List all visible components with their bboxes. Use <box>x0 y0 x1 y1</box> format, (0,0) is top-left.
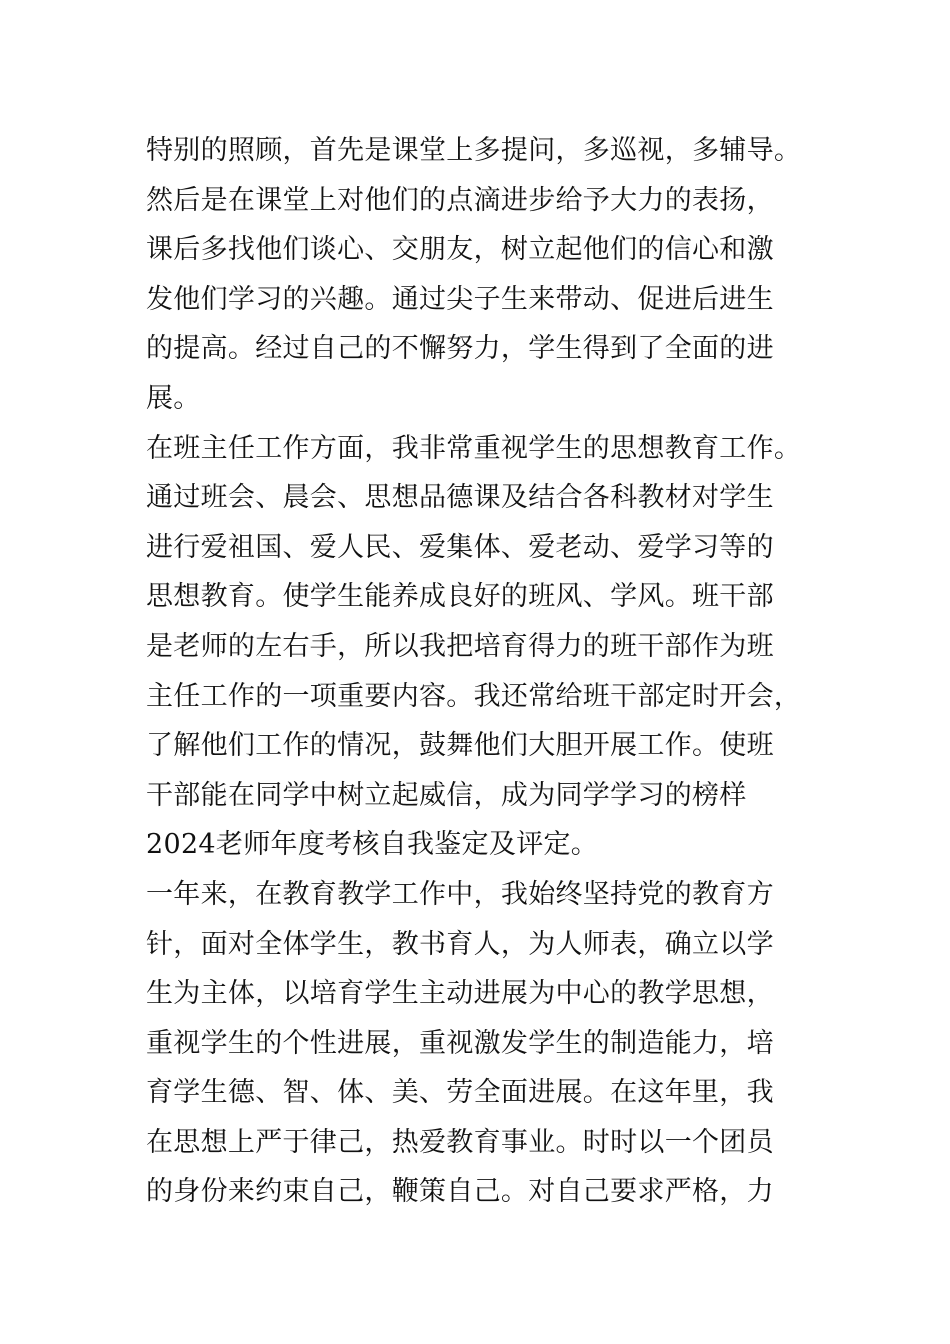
text-line: 的提高。经过自己的不懈努力，学生得到了全面的进 <box>146 333 774 365</box>
text-line: 重视学生的个性进展，重视激发学生的制造能力，培 <box>146 1027 774 1059</box>
body-text <box>146 126 846 1217</box>
text-line: 然后是在课堂上对他们的点滴进步给予大力的表扬， <box>146 184 774 216</box>
text-line: 了解他们工作的情况，鼓舞他们大胆开展工作。使班 <box>146 730 774 762</box>
text-line: 在班主任工作方面，我非常重视学生的思想教育工作。 <box>146 432 802 464</box>
text-line: 生为主体，以培育学生主动进展为中心的教学思想， <box>146 978 774 1010</box>
text-line: 是老师的左右手，所以我把培育得力的班干部作为班 <box>146 630 774 662</box>
text-line: 进行爱祖国、爱人民、爱集体、爱老动、爱学习等的 <box>146 531 774 563</box>
text-line: 2024老师年度考核自我鉴定及评定。 <box>146 829 599 861</box>
text-line: 课后多找他们谈心、交朋友，树立起他们的信心和激 <box>146 234 774 266</box>
text-line: 通过班会、晨会、思想品德课及结合各科教材对学生 <box>146 482 774 514</box>
text-line: 一年来，在教育教学工作中，我始终坚持党的教育方 <box>146 878 774 910</box>
text-line: 主任工作的一项重要内容。我还常给班干部定时开会， <box>146 680 802 712</box>
text-line: 在思想上严于律己，热爱教育事业。时时以一个团员 <box>146 1126 774 1158</box>
text-line: 的身份来约束自己，鞭策自己。对自己要求严格，力 <box>146 1176 774 1208</box>
text-line: 特别的照顾，首先是课堂上多提问，多巡视，多辅导。 <box>146 135 802 166</box>
text-line: 展。 <box>146 382 201 414</box>
text-line: 发他们学习的兴趣。通过尖子生来带动、促进后进生 <box>146 283 774 315</box>
text-line: 干部能在同学中树立起威信，成为同学学习的榜样 <box>146 779 747 811</box>
text-line: 思想教育。使学生能养成良好的班风、学风。班干部 <box>146 581 774 613</box>
text-line: 针，面对全体学生，教书育人，为人师表，确立以学 <box>146 928 774 960</box>
text-line: 育学生德、智、体、美、劳全面进展。在这年里，我 <box>146 1077 774 1109</box>
